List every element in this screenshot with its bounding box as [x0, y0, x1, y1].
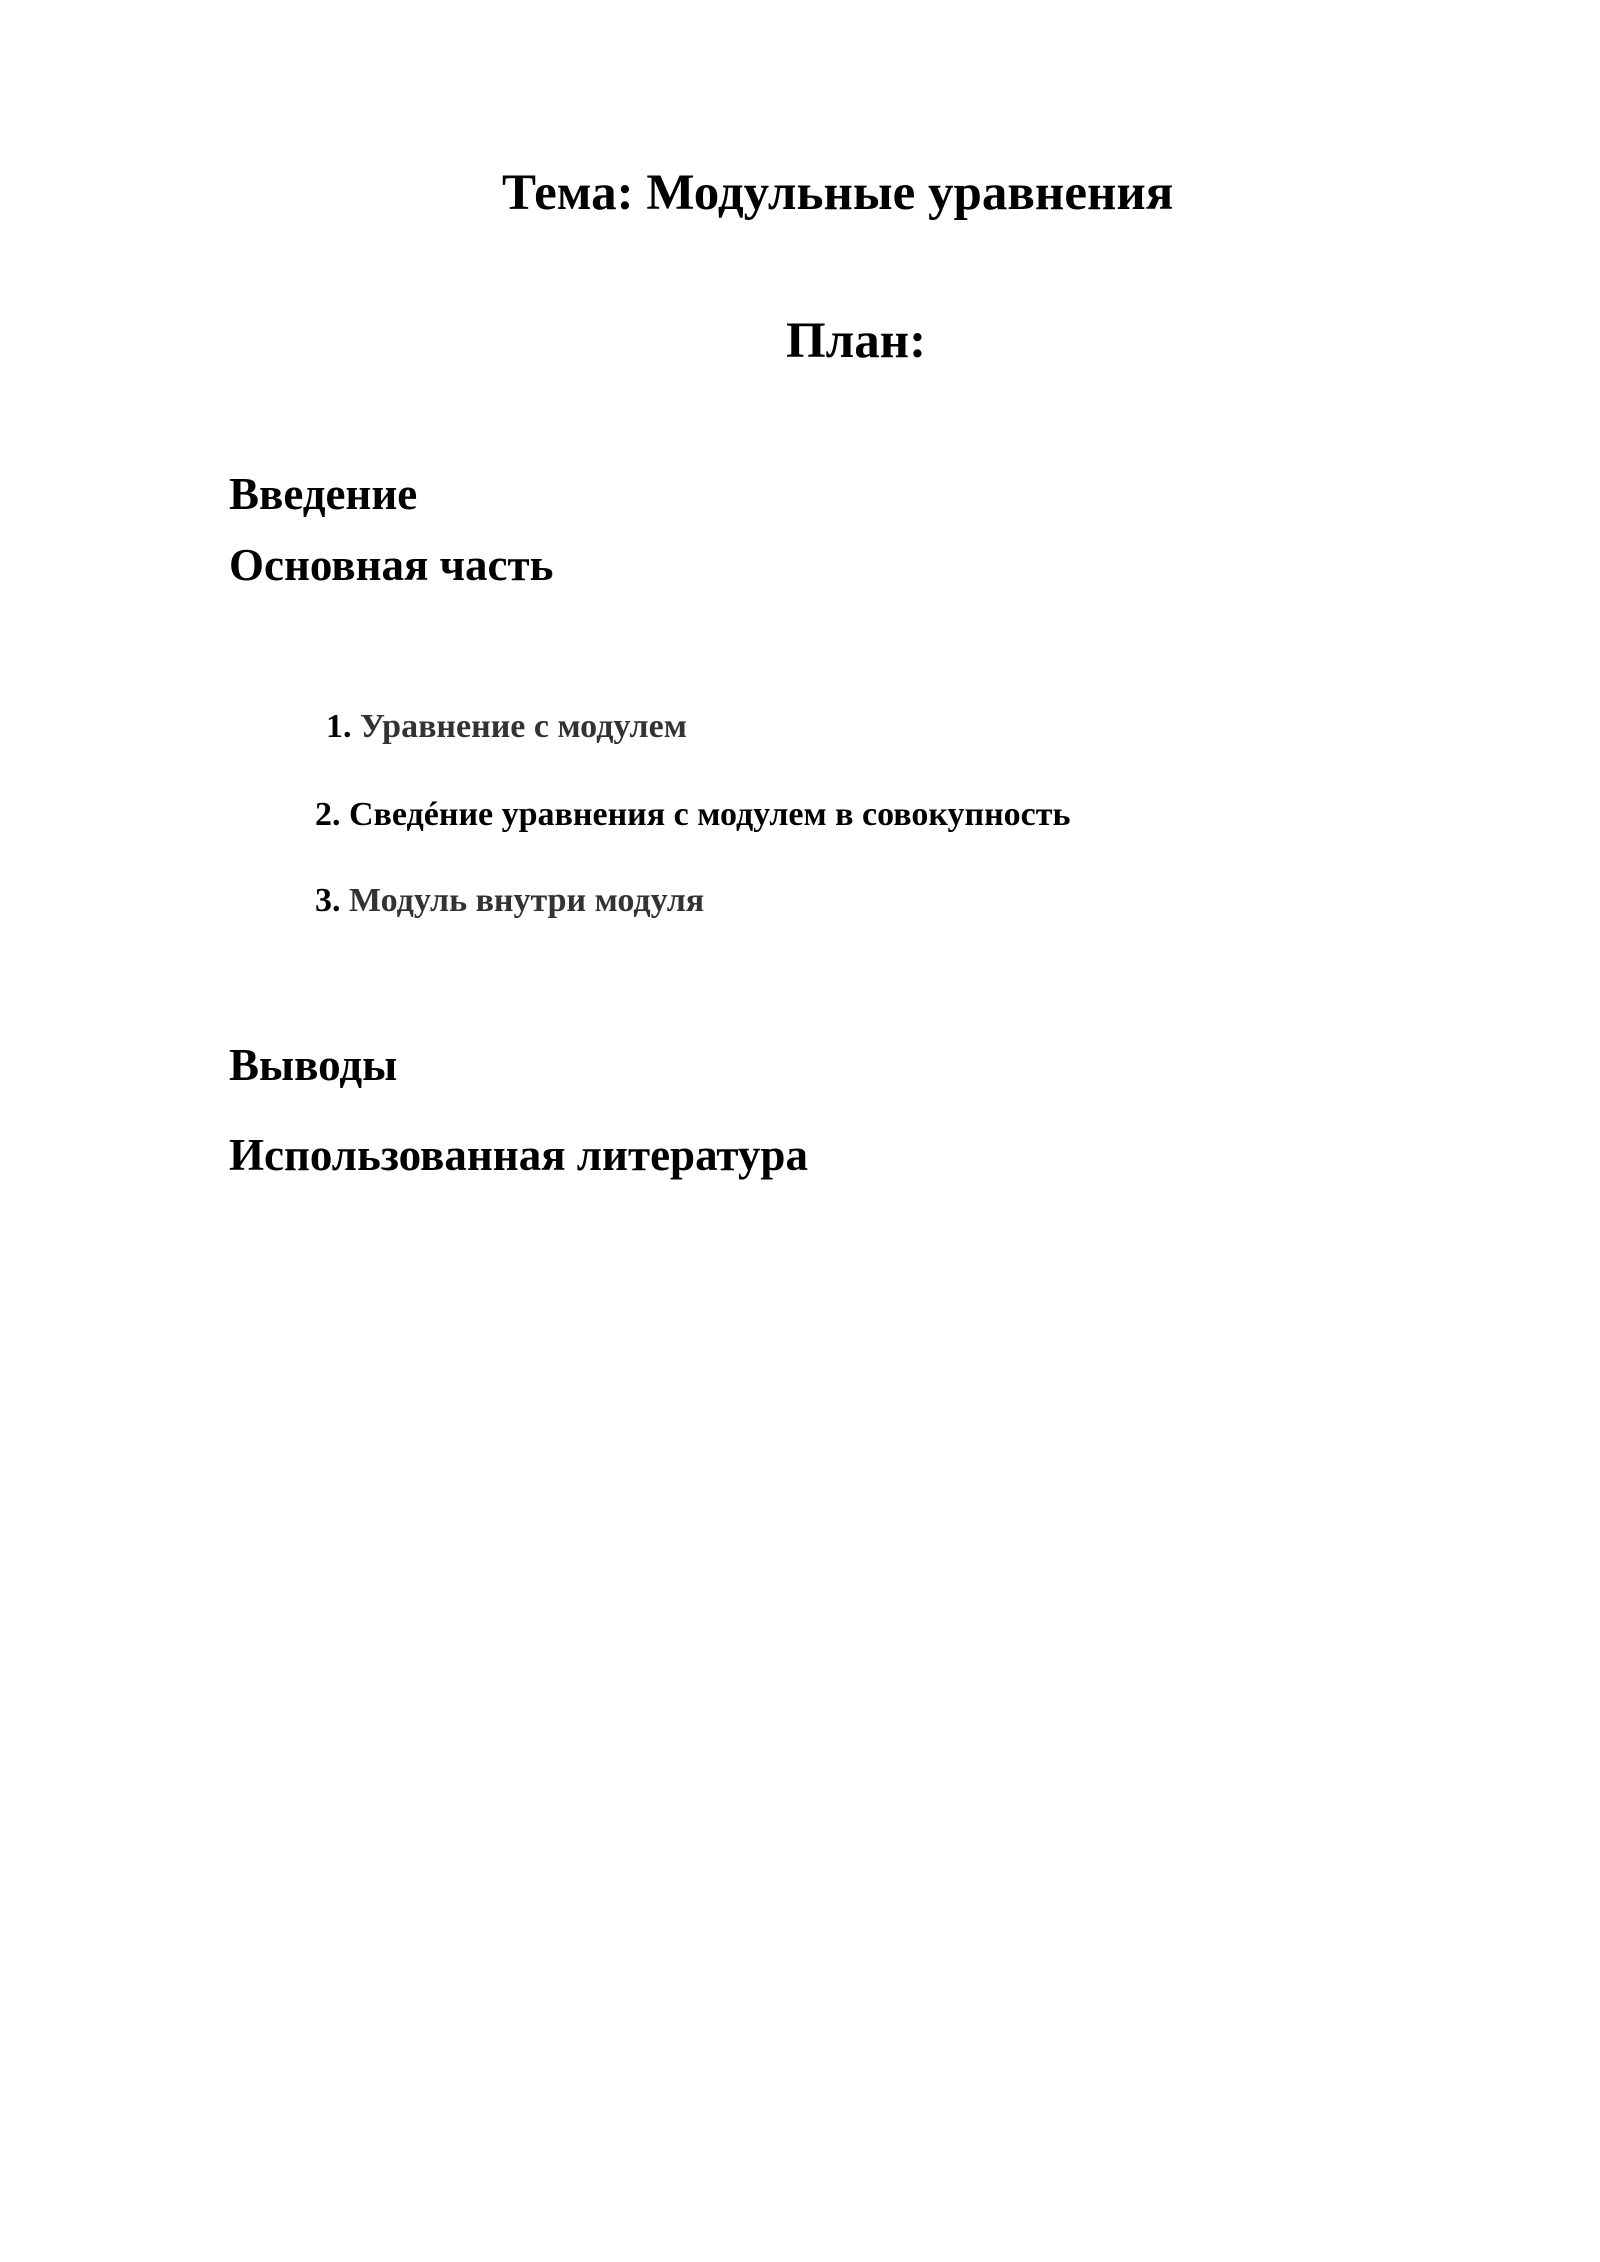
plan-item	[315, 798, 1070, 832]
plan-item-number: 1.	[326, 708, 352, 745]
section-intro: Введение	[229, 469, 418, 519]
plan-item-text: Сведéние уравнения с модулем в совокупность	[349, 796, 1071, 833]
section-conclusions: Выводы	[229, 1040, 398, 1090]
plan-item-number: 3.	[315, 882, 341, 919]
plan-item-number: 2.	[315, 796, 341, 833]
plan-item-text: Модуль внутри модуля	[349, 882, 705, 919]
plan-item	[315, 884, 704, 918]
section-literature: Использованная литература	[229, 1130, 808, 1180]
plan-item-text: Уравнение с модулем	[360, 708, 687, 745]
plan-item	[326, 710, 687, 744]
document-title: Тема: Модульные уравнения	[502, 165, 1174, 221]
section-main-part: Основная часть	[229, 540, 554, 590]
plan-heading: План:	[786, 313, 927, 369]
